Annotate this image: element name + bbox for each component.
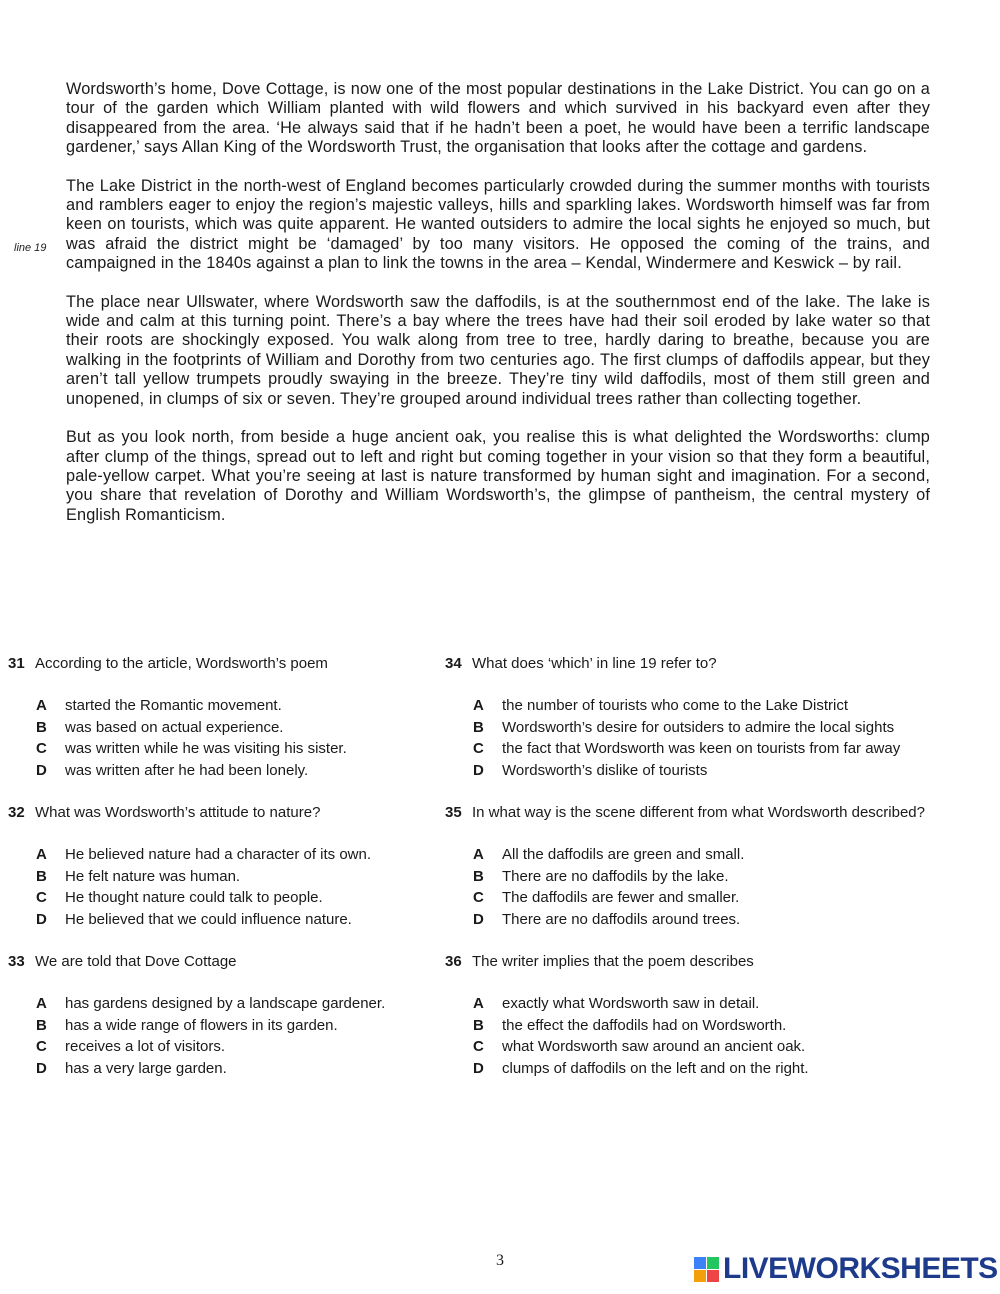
option-a[interactable] (8, 846, 438, 868)
option-a[interactable] (445, 697, 997, 719)
option-a[interactable] (8, 697, 438, 719)
question-31 (8, 655, 438, 804)
question-number: 31 (8, 655, 25, 672)
question-32 (8, 804, 438, 953)
option-text: the effect the daffodils had on Wordsworth. (502, 1016, 787, 1034)
option-letter: B (473, 1016, 484, 1034)
option-letter: C (473, 1038, 484, 1055)
logo-square (707, 1270, 719, 1282)
question-stem: According to the article, Wordsworth’s poem (35, 655, 328, 672)
option-letter: D (36, 910, 47, 928)
option-text: was written after he had been lonely. (65, 761, 309, 779)
option-text: started the Romantic movement. (65, 697, 282, 714)
option-letter: D (473, 761, 484, 779)
option-text: All the daffodils are green and small. (502, 846, 745, 863)
option-c[interactable] (445, 1038, 997, 1060)
question-number: 34 (445, 655, 462, 672)
question-stem: What does ‘which’ in line 19 refer to? (472, 655, 717, 672)
logo-square (707, 1257, 719, 1269)
option-letter: D (36, 761, 47, 779)
option-letter: A (36, 846, 47, 863)
option-text: receives a lot of visitors. (65, 1038, 226, 1055)
option-d[interactable] (8, 911, 438, 933)
passage-paragraph: The place near Ullswater, where Wordsworth saw the daffodils, is at the southernmost end of the lake. The lake is wide and calm at this turning point. There’s a bay where the trees have had their soil eroded by lake water so that their roots are shockingly exposed. You walk along from tree to tree, hardly daring to breathe, because you are walking in the footprints of William and Dorothy from two centuries ago. The first clumps of daffodils appear, but they aren’t tall yellow trumpets proudly swaying in the breeze. They’re tiny wild daffodils, most of them still green and unopened, in clumps of six or seven. They’re grouped around individual trees rather than collecting together. (66, 292, 930, 408)
option-letter: A (36, 697, 47, 714)
question-number: 33 (8, 953, 25, 970)
option-letter: A (36, 995, 47, 1012)
option-text: was based on actual experience. (65, 718, 284, 736)
option-b[interactable] (445, 719, 997, 741)
option-text: was written while he was visiting his sister. (65, 740, 347, 757)
option-letter: B (36, 867, 47, 885)
option-text: what Wordsworth saw around an ancient oak. (502, 1038, 806, 1055)
liveworksheets-logo[interactable] (694, 1254, 998, 1284)
option-d[interactable] (445, 762, 997, 784)
option-b[interactable] (8, 719, 438, 741)
question-stem: What was Wordsworth’s attitude to nature? (35, 804, 321, 821)
option-c[interactable] (8, 889, 438, 911)
logo-square (694, 1257, 706, 1269)
option-text: exactly what Wordsworth saw in detail. (502, 995, 760, 1012)
question-34 (445, 655, 997, 804)
option-a[interactable] (445, 995, 997, 1017)
option-text: the fact that Wordsworth was keen on tourists from far away (502, 740, 901, 757)
question-33 (8, 953, 438, 1102)
question-35 (445, 804, 997, 953)
option-text: There are no daffodils by the lake. (502, 867, 729, 885)
option-d[interactable] (8, 1060, 438, 1082)
option-b[interactable] (445, 868, 997, 890)
question-stem: We are told that Dove Cottage (35, 953, 237, 970)
option-b[interactable] (445, 1017, 997, 1039)
option-letter: A (473, 995, 484, 1012)
passage-paragraph: The Lake District in the north-west of England becomes particularly crowded during the summer months with tourists and ramblers eager to enjoy the region’s majestic valleys, hills and sparkling lakes. Wordsworth himself was far from keen on tourists, which was quite apparent. He wanted outsiders to admire the local sights he enjoyed so much, but was afraid the district might be ‘damaged’ by too many visitors. He opposed the coming of the trains, and campaigned in the 1840s against a plan to link the towns in the area – Kendal, Windermere and Keswick – by rail. (66, 176, 930, 273)
questions-right-column (445, 655, 997, 1102)
reading-passage (66, 80, 930, 544)
page-number: 3 (496, 1252, 504, 1269)
option-letter: C (36, 1038, 47, 1055)
option-b[interactable] (8, 1017, 438, 1039)
option-text: He believed nature had a character of its own. (65, 846, 372, 863)
option-text: He felt nature was human. (65, 867, 241, 885)
question-stem: The writer implies that the poem describes (472, 953, 754, 970)
option-text: the number of tourists who come to the Lake District (502, 697, 848, 714)
option-d[interactable] (445, 1060, 997, 1082)
logo-square (694, 1270, 706, 1282)
option-c[interactable] (8, 740, 438, 762)
option-text: clumps of daffodils on the left and on the right. (502, 1059, 809, 1077)
option-text: has a wide range of flowers in its garden. (65, 1016, 338, 1034)
option-letter: B (36, 718, 47, 736)
option-d[interactable] (445, 911, 997, 933)
logo-text: LIVEWORKSHEETS (723, 1252, 998, 1285)
option-b[interactable] (8, 868, 438, 890)
option-text: Wordsworth’s dislike of tourists (502, 761, 708, 779)
option-c[interactable] (8, 1038, 438, 1060)
option-letter: B (473, 718, 484, 736)
liveworksheets-logo-icon (694, 1257, 719, 1282)
question-number: 35 (445, 804, 462, 821)
option-letter: D (473, 910, 484, 928)
option-text: There are no daffodils around trees. (502, 910, 741, 928)
option-text: The daffodils are fewer and smaller. (502, 889, 740, 906)
option-letter: A (473, 846, 484, 863)
option-text: He believed that we could influence nature. (65, 910, 352, 928)
question-number: 36 (445, 953, 462, 970)
option-letter: B (36, 1016, 47, 1034)
option-letter: C (473, 740, 484, 757)
option-text: He thought nature could talk to people. (65, 889, 323, 906)
option-a[interactable] (8, 995, 438, 1017)
passage-paragraph: Wordsworth’s home, Dove Cottage, is now one of the most popular destinations in the Lake District. You can go on a tour of the garden which William planted with wild flowers and which survived in his backyard even after they disappeared from the area. ‘He always said that if he hadn’t been a poet, he would have been a terrific landscape gardener,’ says Allan King of the Wordsworth Trust, the organisation that looks after the cottage and gardens. (66, 80, 930, 157)
option-d[interactable] (8, 762, 438, 784)
option-letter: D (473, 1059, 484, 1077)
question-number: 32 (8, 804, 25, 821)
line-19-marker: line 19 (14, 242, 47, 254)
option-c[interactable] (445, 889, 997, 911)
question-36 (445, 953, 997, 1102)
option-c[interactable] (445, 740, 997, 762)
option-a[interactable] (445, 846, 997, 868)
questions-left-column (8, 655, 438, 1102)
passage-paragraph: But as you look north, from beside a huge ancient oak, you realise this is what delighted the Wordsworths: clump after clump of the things, spread out to left and right but coming together in your vision so that they form a beautiful, pale-yellow carpet. What you’re seeing at last is nature transformed by human sight and imagination. For a second, you share that revelation of Dorothy and William Wordsworth’s, the glimpse of pantheism, the central mystery of English Romanticism. (66, 428, 930, 524)
option-letter: A (473, 697, 484, 714)
option-letter: D (36, 1059, 47, 1077)
option-text: has gardens designed by a landscape gardener. (65, 995, 386, 1012)
option-letter: C (36, 740, 47, 757)
option-text: Wordsworth’s desire for outsiders to admire the local sights (502, 718, 895, 736)
question-stem: In what way is the scene different from what Wordsworth described? (472, 804, 925, 821)
option-letter: C (473, 889, 484, 906)
option-letter: B (473, 867, 484, 885)
option-text: has a very large garden. (65, 1059, 227, 1077)
option-letter: C (36, 889, 47, 906)
